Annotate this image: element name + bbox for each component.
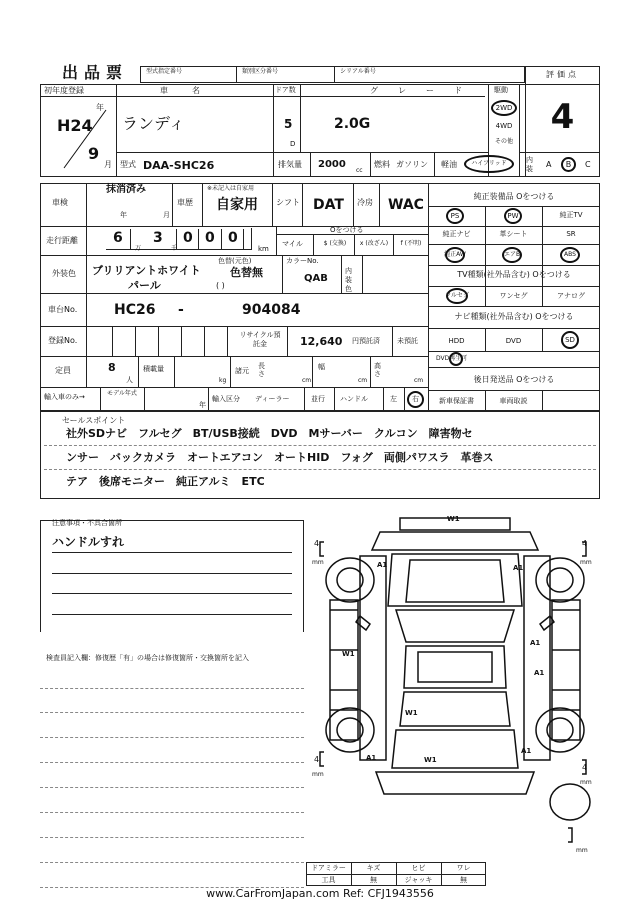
mileage-man: 万 <box>135 245 142 252</box>
mileage-mile[interactable]: マイル <box>282 240 303 248</box>
import-class-label: 輸入区分 <box>212 395 240 403</box>
legend-jack: ジャッキ <box>404 876 433 884</box>
damage-mark-rear-hatch: W1 <box>405 709 418 717</box>
chassis-prefix: HC26 <box>114 302 156 318</box>
interior-label: 内装 <box>526 156 533 173</box>
inspection-month: 月 <box>163 211 170 219</box>
equip-abs[interactable] <box>560 247 580 263</box>
mileage-label: 走行距離 <box>46 236 78 245</box>
notes-label: 注意事項・不具合箇所 <box>52 519 122 527</box>
navi-dvd-play[interactable]: DVD再生可 <box>436 355 468 362</box>
recycle-label: リサイクル預託金 <box>239 331 281 348</box>
width-unit: cm <box>358 377 368 384</box>
tread-fr-unit: mm <box>580 559 592 566</box>
color-code: QAB <box>304 273 328 284</box>
chassis-number: 904084 <box>242 302 301 318</box>
interior-color-label: 内装色 <box>345 267 352 293</box>
interior-b-circle[interactable] <box>561 157 576 172</box>
car-name-label: 車名 <box>160 86 224 95</box>
color-value-1: ブリリアントホワイト <box>92 264 201 277</box>
tread-rl: 4 <box>314 755 320 764</box>
legend-scratch: キズ <box>366 864 381 872</box>
equip-airbag[interactable] <box>502 247 522 263</box>
selling-points-line-2: ンサー バックカメラ オートエアコン オートHID フォグ 両側パワスラ 革巻ス <box>66 451 494 464</box>
height-label: 高さ <box>374 362 381 378</box>
selling-points-line-3: テア 後席モニター 純正アルミ ETC <box>66 475 265 488</box>
after-title: 後日発送品 Oをつける <box>473 375 555 384</box>
drive-label: 駆動 <box>494 86 508 94</box>
model-year-suffix: 年 <box>199 401 206 409</box>
equip-sr[interactable]: SR <box>566 230 576 238</box>
steering-left[interactable]: 左 <box>390 395 397 403</box>
damage-mark-front: W1 <box>447 515 460 523</box>
fuel-hybrid: ハイブリッド <box>471 160 507 167</box>
notes-text: ハンドルすれ <box>52 535 125 549</box>
mileage-altered[interactable]: x (改ざん) <box>359 240 389 247</box>
inspection-label: 車検 <box>52 198 68 207</box>
tv-title: TV種類(社外品含む) Oをつける <box>457 270 571 279</box>
shift-value: DAT <box>313 197 344 213</box>
history-note: ※未記入は自家用 <box>207 185 255 192</box>
drive-2wd: 2WD <box>495 103 513 112</box>
model-value: DAA-SHC26 <box>143 159 215 172</box>
tread-spare-unit: mm <box>576 847 588 854</box>
equip-abs-label: ABS <box>564 251 576 258</box>
recycle-unpaid[interactable]: 未預託 <box>397 337 418 345</box>
damage-mark-rear-bumper: W1 <box>424 756 437 764</box>
damage-mark-fl-fender: A1 <box>377 561 388 569</box>
year-suffix: 年 <box>96 103 104 112</box>
history-value: 自家用 <box>216 197 258 213</box>
class-label: 類別区分番号 <box>242 68 279 75</box>
interior-b: B <box>565 159 572 169</box>
model-label: 型式 <box>120 160 136 169</box>
damage-mark-left-side: W1 <box>342 650 355 658</box>
drive-other[interactable]: その他 <box>494 138 513 145</box>
ac-label: 冷房 <box>357 198 373 207</box>
mileage-digit-4: 0 <box>205 230 215 246</box>
damage-mark-rr-fender: A1 <box>521 747 532 755</box>
legend-crack: ヒビ <box>411 864 426 872</box>
doors-value: 5 <box>284 117 293 131</box>
color-code-label: カラーNo. <box>286 257 319 265</box>
mileage-digit-3: 0 <box>183 230 193 246</box>
registration-label: 登録No. <box>48 336 78 345</box>
tread-rl-unit: mm <box>312 771 324 778</box>
inspector-label: 検査員記入欄：修復歴「有」の場合は修復箇所・交換箇所を記入 <box>46 654 249 662</box>
fuel-label: 燃料 <box>374 160 390 169</box>
equip-leather[interactable]: 革シート <box>499 230 528 238</box>
month-suffix: 月 <box>104 160 112 169</box>
color-original-paren: ( ) <box>216 281 225 290</box>
navi-sd-label: SD <box>565 335 575 344</box>
steering-label: ハンドル <box>340 395 368 403</box>
navi-hdd[interactable]: HDD <box>448 337 465 345</box>
equip-navi[interactable]: 純正ナビ <box>442 230 471 238</box>
inspection-value: 抹消済み <box>106 184 146 195</box>
import-label: 輸入車のみ→ <box>44 393 85 401</box>
tread-rr-unit: mm <box>580 779 592 786</box>
tread-rr: 4 <box>582 763 588 772</box>
after-warranty[interactable]: 新車保証書 <box>439 397 474 405</box>
import-dealer[interactable]: ディーラー <box>255 395 290 403</box>
grade-label: グレード <box>370 86 482 95</box>
recycle-paid[interactable]: 円預託済 <box>352 337 380 345</box>
mileage-exchange[interactable]: $ (交換) <box>323 240 347 247</box>
first-reg-month: 9 <box>88 144 100 163</box>
legend-tool-value: 無 <box>370 876 377 884</box>
displacement-unit: cc <box>356 167 363 174</box>
mileage-sen: 千 <box>171 245 178 252</box>
equip-aw-label: 純正AW <box>444 251 466 258</box>
load-unit: kg <box>219 377 227 384</box>
legend-dent: ワレ <box>456 864 471 872</box>
ac-value: WAC <box>388 197 424 213</box>
chassis-dash: - <box>178 302 184 318</box>
length-unit: cm <box>302 377 312 384</box>
mileage-digit-5: 0 <box>228 230 238 246</box>
chassis-label: 車台No. <box>48 305 78 314</box>
navi-dvd-play-circle <box>449 352 463 366</box>
damage-mark-rl-fender: A1 <box>366 754 377 762</box>
interior-a[interactable]: A <box>546 160 552 169</box>
equip-aw[interactable] <box>445 247 465 263</box>
serial-label: シリアル番号 <box>340 68 376 75</box>
color-label: 外装色 <box>52 269 76 278</box>
height-unit: cm <box>414 377 424 384</box>
doors-sub: D <box>290 140 296 148</box>
history-label: 車歴 <box>177 198 193 207</box>
navi-title: ナビ種類(社外品含む) Oをつける <box>454 312 574 321</box>
damage-mark-right-rear: A1 <box>534 669 545 677</box>
tread-fl: 4 <box>314 539 320 548</box>
selling-points-label: セールスポイント <box>62 416 126 425</box>
length-label: 長さ <box>258 362 265 378</box>
mileage-unknown[interactable]: f (不明) <box>400 240 422 247</box>
inspection-year: 年 <box>120 211 127 219</box>
mileage-digit-1: 6 <box>113 230 123 246</box>
legend-tool: 工具 <box>321 876 336 884</box>
color-value-2: パール <box>128 279 161 292</box>
grade-score: 4 <box>550 97 575 137</box>
drive-4wd[interactable]: 4WD <box>495 122 513 130</box>
equip-ps[interactable] <box>446 208 464 224</box>
genuine-title: 純正装備品 Oをつける <box>473 192 555 201</box>
first-reg-year: H24 <box>57 116 93 135</box>
interior-c[interactable]: C <box>585 160 591 169</box>
car-damage-diagram <box>300 510 610 880</box>
fuel-gasoline[interactable]: ガソリン <box>396 160 428 169</box>
mileage-unit: km <box>258 245 269 253</box>
displacement-value: 2000 <box>318 159 346 170</box>
navi-sd[interactable] <box>561 331 579 349</box>
color-original-label: 色替(元色) <box>218 257 252 265</box>
tv-oneseg[interactable]: ワンセグ <box>499 292 528 300</box>
doors-label: ドア数 <box>275 86 296 94</box>
mileage-digit-2: 3 <box>153 230 163 246</box>
tread-fl-unit: mm <box>312 559 324 566</box>
equip-pw-label: PW <box>507 211 519 220</box>
legend-mirror: ドアミラー <box>311 864 346 872</box>
tv-analog[interactable]: アナログ <box>557 292 585 300</box>
damage-mark-right-door: A1 <box>530 639 541 647</box>
first-reg-label: 初年度登録 <box>44 86 84 95</box>
after-manual[interactable]: 車両取説 <box>499 397 528 405</box>
car-name: ランディ <box>122 114 185 133</box>
shift-label: シフト <box>276 198 300 207</box>
drive-2wd-circle[interactable] <box>491 100 517 116</box>
header-id-row <box>140 66 525 83</box>
legend-jack-value: 無 <box>460 876 467 884</box>
grade-value: 2.0G <box>334 116 371 132</box>
import-parallel[interactable]: 並行 <box>311 395 325 403</box>
load-label: 積載量 <box>143 365 164 373</box>
date-slash <box>60 103 110 172</box>
tv-fullseg-label: フルセグ <box>445 292 469 299</box>
damage-mark-fr-fender: A1 <box>513 564 524 572</box>
fuel-diesel[interactable]: 軽油 <box>441 160 457 169</box>
navi-dvd[interactable]: DVD <box>505 337 522 345</box>
equip-pw[interactable] <box>504 208 522 224</box>
equip-airbag-label: エアB <box>503 251 521 258</box>
equip-tv[interactable]: 純正TV <box>559 211 583 219</box>
tread-fr: 4 <box>582 539 588 548</box>
tv-fullseg[interactable] <box>446 288 468 304</box>
capacity-label: 定員 <box>55 366 71 375</box>
mileage-circle-note: Oをつける <box>330 226 364 234</box>
type-cert-label: 型式指定番号 <box>146 68 183 75</box>
steering-right-circle[interactable] <box>407 391 424 408</box>
capacity-unit: 人 <box>126 376 133 384</box>
displacement-label: 排気量 <box>278 160 302 169</box>
model-year-label: モデル年式 <box>107 390 137 397</box>
form-title: 出品票 <box>62 63 129 82</box>
footer-watermark: www.CarFromJapan.com Ref: CFJ1943556 <box>140 888 500 899</box>
selling-points-line-1: 社外SDナビ フルセグ BT/USB接続 DVD Mサーバー クルコン 障害物セ <box>66 427 473 440</box>
grade-score-label: 評価点 <box>546 70 579 79</box>
equip-ps-label: PS <box>450 211 460 220</box>
fuel-hybrid-circle[interactable] <box>464 155 514 173</box>
recycle-amount: 12,640 <box>300 335 343 348</box>
capacity-value: 8 <box>108 361 116 374</box>
steering-right: 右 <box>412 395 419 403</box>
dims-label: 諸元 <box>235 367 249 375</box>
width-label: 幅 <box>318 363 325 371</box>
color-original-value: 色替無 <box>230 266 263 279</box>
